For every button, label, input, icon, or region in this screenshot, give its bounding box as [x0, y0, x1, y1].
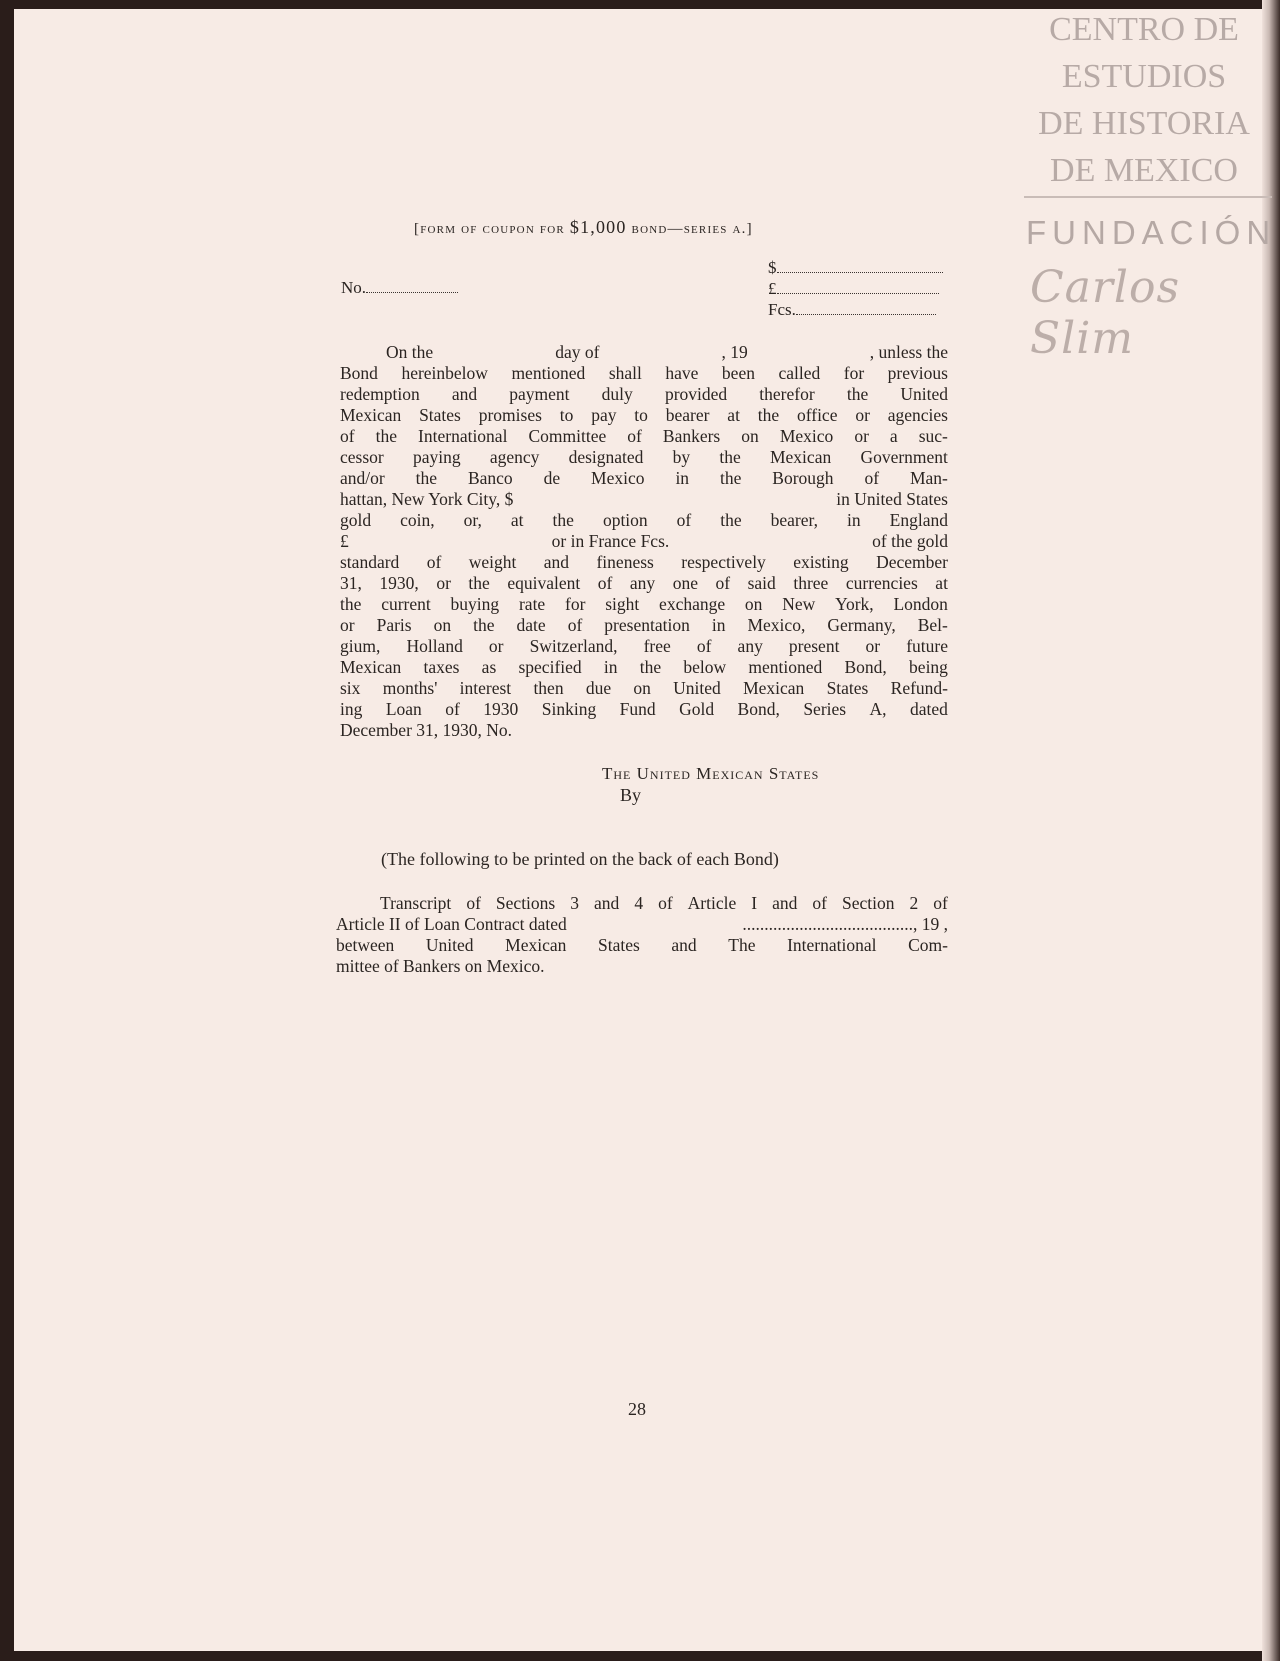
- text-word: three: [793, 573, 829, 593]
- text-word: the: [340, 594, 362, 614]
- text-word: Committee: [528, 426, 607, 446]
- text-word: present: [788, 636, 840, 656]
- text-word: Mexico: [591, 468, 645, 488]
- text-word: Holland: [406, 636, 463, 656]
- text-word: said: [747, 573, 776, 593]
- text-line: [340, 510, 948, 531]
- coupon-amounts: [768, 257, 943, 320]
- text-word: United: [900, 384, 948, 404]
- text-word: Mexican: [769, 447, 832, 467]
- text-word: interest: [459, 678, 512, 698]
- text-word: Mexico,: [747, 615, 806, 635]
- text-word: of: [466, 893, 481, 913]
- text-word: promises: [478, 405, 542, 425]
- text-word: Mexican: [743, 678, 805, 698]
- text-segment: ......................................., 19 ,: [742, 914, 948, 934]
- text-word: hereinbelow: [401, 363, 488, 383]
- text-word: been: [721, 363, 755, 383]
- text-word: of: [426, 552, 442, 572]
- text-word: designated: [568, 447, 644, 467]
- text-word: Mexican: [505, 935, 567, 955]
- text-word: any: [629, 573, 656, 593]
- text-word: or: [855, 405, 870, 425]
- text-word: shall: [608, 363, 642, 383]
- text-word: have: [665, 363, 699, 383]
- text-word: Government: [860, 447, 948, 467]
- text-word: current: [381, 594, 431, 614]
- dollar-blank: [777, 258, 943, 273]
- text-line: [340, 615, 948, 636]
- text-word: of: [676, 510, 692, 530]
- text-word: of: [715, 573, 731, 593]
- text-word: pay: [591, 405, 617, 425]
- coupon-number-label: No.: [341, 278, 367, 297]
- text-word: on: [744, 594, 763, 614]
- watermark-line: DE HISTORIA: [1038, 105, 1250, 142]
- text-word: buying: [450, 594, 500, 614]
- text-word: due: [585, 678, 612, 698]
- text-line: [336, 935, 948, 956]
- watermark-signature: Carlos Slim: [1030, 262, 1181, 364]
- text-word: Bond: [340, 363, 378, 383]
- text-word: Banco: [467, 468, 513, 488]
- watermark-line: DE MEXICO: [1050, 152, 1238, 189]
- text-word: coin,: [400, 510, 435, 530]
- text-word: of: [627, 426, 642, 446]
- text-word: or: [488, 636, 504, 656]
- text-word: provided: [664, 384, 728, 404]
- text-word: Bel-: [917, 615, 948, 635]
- text-word: Man-: [909, 468, 948, 488]
- text-word: standard: [340, 552, 400, 572]
- text-word: of: [864, 468, 880, 488]
- text-word: 4: [634, 893, 644, 913]
- text-line: [340, 699, 948, 720]
- text-word: paying: [412, 447, 461, 467]
- signature-by: By: [620, 785, 642, 805]
- text-word: and: [671, 935, 697, 955]
- text-word: cessor: [340, 447, 384, 467]
- text-word: New: [782, 594, 816, 614]
- text-word: United: [425, 935, 474, 955]
- text-line: [340, 552, 948, 573]
- text-word: future: [906, 636, 948, 656]
- signature-states: The United Mexican States: [602, 764, 820, 783]
- text-word: currencies: [845, 573, 918, 593]
- pound-label: £: [768, 279, 777, 298]
- text-word: bearer,: [770, 510, 819, 530]
- text-line: [340, 384, 948, 405]
- text-word: and: [543, 552, 570, 572]
- text-word: six: [340, 678, 361, 698]
- text-word: agency: [489, 447, 540, 467]
- transcript-paragraph: [336, 893, 948, 977]
- text-line: [336, 893, 948, 914]
- text-word: to: [634, 405, 648, 425]
- text-segment: December 31, 1930, No.: [340, 720, 513, 740]
- text-word: at: [510, 510, 524, 530]
- text-word: Refund-: [890, 678, 948, 698]
- text-word: of: [567, 615, 583, 635]
- text-word: previous: [887, 363, 948, 383]
- text-word: one: [672, 573, 698, 593]
- text-word: at: [935, 573, 948, 593]
- text-word: respectively: [681, 552, 766, 572]
- text-word: December: [876, 552, 948, 572]
- watermark-line: ESTUDIOS: [1061, 58, 1227, 95]
- text-word: International: [787, 935, 877, 955]
- text-word: the: [720, 510, 742, 530]
- text-line: [340, 468, 948, 489]
- text-line: [340, 636, 948, 657]
- coupon-number: [341, 278, 458, 298]
- text-line: [340, 573, 948, 594]
- text-segment: hattan, New York City, $: [340, 489, 514, 509]
- text-segment: mittee of Bankers on Mexico.: [336, 956, 545, 976]
- back-print-note: (The following to be printed on the back of each Bond): [381, 849, 779, 869]
- text-word: and: [594, 893, 620, 913]
- text-line: [340, 594, 948, 615]
- text-word: 3: [570, 893, 579, 913]
- dollar-label: $: [768, 258, 777, 277]
- text-word: Borough: [772, 468, 834, 488]
- text-word: any: [737, 636, 763, 656]
- text-line: [340, 489, 948, 510]
- text-word: Com-: [908, 935, 948, 955]
- text-word: as: [481, 657, 497, 677]
- text-segment: or in France Fcs.: [551, 531, 670, 551]
- text-word: England: [889, 510, 948, 530]
- text-word: on: [633, 678, 651, 698]
- pound-blank: [777, 279, 939, 294]
- text-segment: On the: [386, 342, 434, 362]
- text-word: International: [418, 426, 508, 446]
- text-word: of: [696, 636, 712, 656]
- text-word: Paris: [376, 615, 412, 635]
- text-word: bearer: [665, 405, 710, 425]
- text-line: [340, 531, 948, 552]
- text-word: to: [559, 405, 574, 425]
- text-word: office: [796, 405, 838, 425]
- text-word: or: [854, 426, 869, 446]
- text-word: A,: [869, 699, 887, 719]
- text-word: Gold: [679, 699, 715, 719]
- text-word: The: [728, 935, 756, 955]
- pound-amount-row: [768, 278, 943, 299]
- text-word: the: [415, 468, 438, 488]
- coupon-heading: [414, 217, 884, 238]
- text-word: States: [826, 678, 869, 698]
- text-word: payment: [509, 384, 570, 404]
- text-word: mentioned: [511, 363, 586, 383]
- text-word: or: [340, 615, 355, 635]
- text-word: of: [933, 893, 948, 913]
- text-word: of: [812, 893, 827, 913]
- text-line: [340, 447, 948, 468]
- text-word: the: [473, 615, 495, 635]
- text-word: on: [433, 615, 452, 635]
- text-word: for: [843, 363, 865, 383]
- text-word: York,: [835, 594, 874, 614]
- text-word: equivalent: [507, 573, 581, 593]
- text-word: the: [846, 384, 869, 404]
- text-word: or: [436, 573, 451, 593]
- text-word: agencies: [887, 405, 948, 425]
- text-word: or,: [463, 510, 482, 530]
- text-word: weight: [468, 552, 517, 572]
- text-word: Article: [687, 893, 737, 913]
- text-line: [340, 426, 948, 447]
- text-word: or: [865, 636, 881, 656]
- text-segment: Article II of Loan Contract dated: [336, 914, 567, 934]
- text-segment: of the gold: [872, 531, 948, 551]
- text-word: Sections: [495, 893, 556, 913]
- text-word: in: [675, 468, 690, 488]
- heading-open: [form of coupon for: [414, 221, 570, 237]
- text-word: date: [516, 615, 546, 635]
- text-word: existing: [793, 552, 849, 572]
- francs-label: Fcs.: [768, 300, 796, 319]
- text-word: Fund: [619, 699, 656, 719]
- text-word: on: [741, 426, 759, 446]
- text-word: rate: [518, 594, 546, 614]
- text-word: months': [382, 678, 438, 698]
- text-word: the: [757, 405, 780, 425]
- text-word: and: [772, 893, 798, 913]
- text-word: therefor: [759, 384, 815, 404]
- dollar-amount-row: [768, 257, 943, 278]
- text-word: for: [565, 594, 586, 614]
- text-word: 2: [909, 893, 919, 913]
- text-word: Loan: [385, 699, 422, 719]
- text-word: below: [683, 657, 727, 677]
- text-word: the: [375, 426, 397, 446]
- text-word: of: [597, 573, 613, 593]
- text-word: option: [602, 510, 648, 530]
- text-line: [340, 720, 948, 741]
- text-word: by: [672, 447, 691, 467]
- heading-amount: $1,000: [569, 217, 627, 237]
- text-word: mentioned: [748, 657, 823, 677]
- watermark-fundacion: FUNDACIÓN: [1026, 214, 1277, 251]
- text-word: Mexican: [340, 657, 402, 677]
- text-line: [340, 657, 948, 678]
- text-word: and/or: [340, 468, 385, 488]
- text-word: the: [468, 573, 490, 593]
- text-word: of: [340, 426, 355, 446]
- text-word: Germany,: [827, 615, 896, 635]
- text-word: 1930,: [379, 573, 419, 593]
- text-word: Switzerland,: [529, 636, 618, 656]
- text-word: of: [445, 699, 460, 719]
- text-word: Mexico: [779, 426, 834, 446]
- text-word: dated: [910, 699, 948, 719]
- text-word: suc-: [918, 426, 948, 446]
- text-word: I: [751, 893, 758, 913]
- text-word: gold: [340, 510, 372, 530]
- text-word: being: [909, 657, 948, 677]
- text-word: Bond,: [844, 657, 887, 677]
- text-word: Bankers: [662, 426, 721, 446]
- text-word: specified: [518, 657, 582, 677]
- text-word: in: [711, 615, 726, 635]
- text-line: [340, 678, 948, 699]
- text-word: called: [778, 363, 821, 383]
- francs-blank: [796, 300, 936, 315]
- text-word: duly: [601, 384, 633, 404]
- text-word: United: [673, 678, 721, 698]
- text-word: fineness: [596, 552, 654, 572]
- text-word: presentation: [604, 615, 690, 635]
- text-word: Series: [803, 699, 847, 719]
- text-line: [336, 914, 948, 935]
- text-word: sight: [605, 594, 640, 614]
- text-word: then: [533, 678, 564, 698]
- text-word: exchange: [659, 594, 726, 614]
- text-word: a: [889, 426, 898, 446]
- text-line: [340, 342, 948, 363]
- text-word: 31,: [340, 573, 362, 593]
- watermark-divider: [1024, 196, 1272, 198]
- watermark-line: CENTRO DE: [1049, 11, 1239, 48]
- text-word: de: [543, 468, 561, 488]
- text-word: Sinking: [541, 699, 597, 719]
- coupon-number-blank: [366, 278, 458, 293]
- text-word: Bond,: [737, 699, 780, 719]
- text-word: London: [893, 594, 948, 614]
- text-segment: , unless the: [869, 342, 948, 362]
- text-word: 1930: [483, 699, 519, 719]
- text-segment: £: [340, 531, 349, 551]
- text-word: Mexican: [340, 405, 402, 425]
- text-segment: in United States: [836, 489, 948, 509]
- text-line: [336, 956, 948, 977]
- text-word: Section: [842, 893, 895, 913]
- text-word: in: [603, 657, 618, 677]
- text-segment: , 19: [721, 342, 748, 362]
- heading-close: bond—series a.]: [626, 221, 753, 237]
- text-word: at: [727, 405, 740, 425]
- text-word: the: [719, 447, 741, 467]
- archive-watermark: [1016, 6, 1272, 194]
- text-word: States: [597, 935, 640, 955]
- francs-amount-row: [768, 299, 943, 320]
- text-word: redemption: [340, 384, 420, 404]
- text-segment: day of: [555, 342, 600, 362]
- text-word: the: [719, 468, 742, 488]
- text-word: between: [336, 935, 395, 955]
- text-word: States: [419, 405, 461, 425]
- text-word: of: [658, 893, 673, 913]
- text-word: gium,: [340, 636, 381, 656]
- text-word: ing: [340, 699, 363, 719]
- coupon-body-text: [340, 342, 948, 741]
- text-word: taxes: [423, 657, 460, 677]
- text-word: in: [847, 510, 861, 530]
- text-word: and: [451, 384, 478, 404]
- text-word: free: [643, 636, 671, 656]
- page-number: 28: [628, 1399, 646, 1419]
- text-word: the: [639, 657, 662, 677]
- text-word: the: [552, 510, 574, 530]
- text-line: [340, 405, 948, 426]
- text-line: [340, 363, 948, 384]
- text-word: Transcript: [380, 893, 452, 913]
